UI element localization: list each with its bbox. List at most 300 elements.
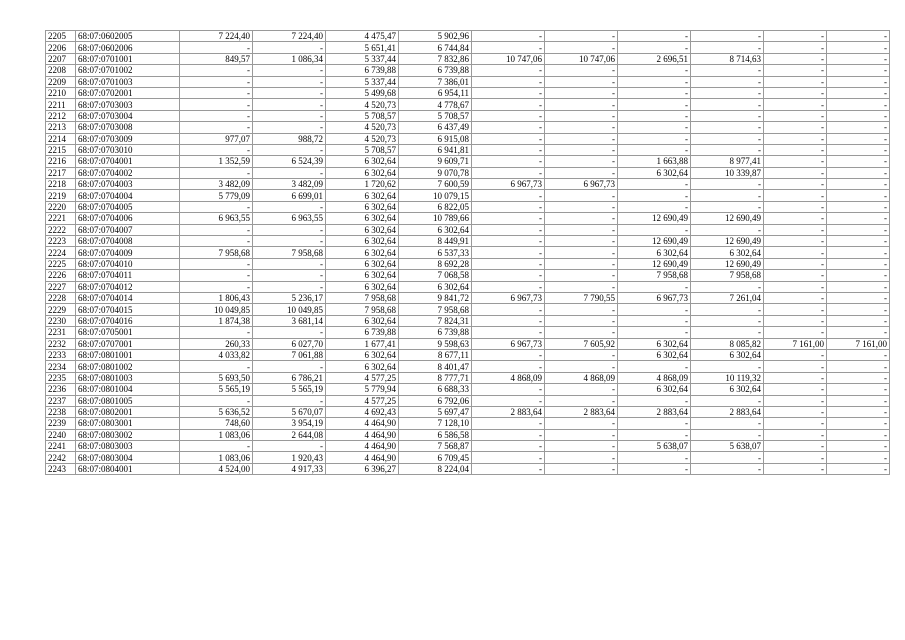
value-cell: - xyxy=(545,452,618,463)
value-cell: - xyxy=(545,463,618,474)
cadastral-number-cell: 68:07:0801003 xyxy=(76,372,180,383)
value-cell: 5 693,50 xyxy=(180,372,253,383)
value-cell: 7 224,40 xyxy=(180,31,253,42)
value-cell: - xyxy=(253,122,326,133)
value-cell: - xyxy=(618,122,691,133)
value-cell: 6 786,21 xyxy=(253,372,326,383)
value-cell: - xyxy=(545,42,618,53)
row-number-cell: 2215 xyxy=(46,144,76,155)
value-cell: 8 224,04 xyxy=(399,463,472,474)
value-cell: - xyxy=(764,349,827,360)
value-cell: - xyxy=(764,304,827,315)
value-cell: - xyxy=(827,361,890,372)
value-cell: - xyxy=(691,76,764,87)
value-cell: 2 696,51 xyxy=(618,53,691,64)
value-cell: - xyxy=(180,65,253,76)
value-cell: 7 605,92 xyxy=(545,338,618,349)
table-row xyxy=(46,292,890,303)
value-cell: 7 958,68 xyxy=(180,247,253,258)
value-cell: - xyxy=(472,190,545,201)
value-cell: 6 915,08 xyxy=(399,133,472,144)
value-cell: - xyxy=(764,463,827,474)
cadastral-number-cell: 68:07:0705001 xyxy=(76,327,180,338)
value-cell: - xyxy=(545,144,618,155)
value-cell: - xyxy=(691,122,764,133)
value-cell: - xyxy=(545,236,618,247)
value-cell: - xyxy=(180,281,253,292)
value-cell: 6 302,64 xyxy=(618,247,691,258)
value-cell: 10 747,06 xyxy=(472,53,545,64)
value-cell: - xyxy=(253,201,326,212)
value-cell: 7 386,01 xyxy=(399,76,472,87)
value-cell: 988,72 xyxy=(253,133,326,144)
value-cell: - xyxy=(545,349,618,360)
cadastral-number-cell: 68:07:0704008 xyxy=(76,236,180,247)
table-row xyxy=(46,110,890,121)
table-row xyxy=(46,452,890,463)
cadastral-number-cell: 68:07:0703010 xyxy=(76,144,180,155)
value-cell: 5 337,44 xyxy=(326,76,399,87)
table-row xyxy=(46,42,890,53)
value-cell: - xyxy=(764,406,827,417)
row-number-cell: 2226 xyxy=(46,270,76,281)
value-cell: - xyxy=(618,179,691,190)
value-cell: - xyxy=(180,224,253,235)
value-cell: - xyxy=(764,31,827,42)
value-cell: - xyxy=(691,190,764,201)
value-cell: - xyxy=(180,87,253,98)
value-cell: - xyxy=(691,463,764,474)
value-cell: - xyxy=(827,87,890,98)
value-cell: 6 967,73 xyxy=(472,338,545,349)
row-number-cell: 2205 xyxy=(46,31,76,42)
value-cell: 6 302,64 xyxy=(326,167,399,178)
value-cell: 6 967,73 xyxy=(472,179,545,190)
value-cell: 1 874,38 xyxy=(180,315,253,326)
value-cell: 5 708,57 xyxy=(326,110,399,121)
table-row xyxy=(46,372,890,383)
value-cell: 3 681,14 xyxy=(253,315,326,326)
cadastral-number-cell: 68:07:0801005 xyxy=(76,395,180,406)
value-cell: 6 967,73 xyxy=(618,292,691,303)
value-cell: 4 520,73 xyxy=(326,133,399,144)
table-row xyxy=(46,338,890,349)
cadastral-number-cell: 68:07:0704011 xyxy=(76,270,180,281)
value-cell: 4 464,90 xyxy=(326,418,399,429)
value-cell: - xyxy=(827,292,890,303)
value-cell: 6 302,64 xyxy=(691,384,764,395)
value-cell: - xyxy=(180,167,253,178)
value-cell: - xyxy=(545,361,618,372)
value-cell: - xyxy=(253,236,326,247)
value-cell: - xyxy=(827,247,890,258)
value-cell: 8 777,71 xyxy=(399,372,472,383)
value-cell: - xyxy=(472,213,545,224)
table-row xyxy=(46,65,890,76)
value-cell: - xyxy=(827,441,890,452)
value-cell: - xyxy=(764,361,827,372)
value-cell: - xyxy=(618,99,691,110)
table-row xyxy=(46,429,890,440)
value-cell: - xyxy=(545,65,618,76)
table-row xyxy=(46,224,890,235)
value-cell: - xyxy=(764,292,827,303)
value-cell: - xyxy=(545,201,618,212)
value-cell: 7 824,31 xyxy=(399,315,472,326)
value-cell: - xyxy=(253,87,326,98)
value-cell: - xyxy=(827,372,890,383)
table-row xyxy=(46,441,890,452)
value-cell: - xyxy=(253,281,326,292)
value-cell: 6 302,64 xyxy=(326,213,399,224)
value-cell: 5 697,47 xyxy=(399,406,472,417)
value-cell: - xyxy=(545,76,618,87)
value-cell: 1 677,41 xyxy=(326,338,399,349)
cadastral-number-cell: 68:07:0804001 xyxy=(76,463,180,474)
value-cell: - xyxy=(472,349,545,360)
value-cell: - xyxy=(827,122,890,133)
value-cell: - xyxy=(827,110,890,121)
value-cell: - xyxy=(764,110,827,121)
value-cell: 5 236,17 xyxy=(253,292,326,303)
value-cell: 4 520,73 xyxy=(326,122,399,133)
value-cell: 6 302,64 xyxy=(399,281,472,292)
cadastral-number-cell: 68:07:0802001 xyxy=(76,406,180,417)
value-cell: - xyxy=(180,327,253,338)
value-cell: 6 302,64 xyxy=(691,349,764,360)
value-cell: - xyxy=(545,304,618,315)
value-cell: - xyxy=(618,201,691,212)
value-cell: - xyxy=(180,42,253,53)
value-cell: - xyxy=(618,31,691,42)
cadastral-number-cell: 68:07:0803004 xyxy=(76,452,180,463)
cadastral-number-cell: 68:07:0704004 xyxy=(76,190,180,201)
value-cell: - xyxy=(180,201,253,212)
value-cell: - xyxy=(691,395,764,406)
cadastral-number-cell: 68:07:0701003 xyxy=(76,76,180,87)
value-cell: 7 958,68 xyxy=(326,304,399,315)
value-cell: 7 832,86 xyxy=(399,53,472,64)
value-cell: - xyxy=(618,133,691,144)
table-row xyxy=(46,247,890,258)
value-cell: 5 565,19 xyxy=(180,384,253,395)
value-cell: 4 778,67 xyxy=(399,99,472,110)
value-cell: 8 449,91 xyxy=(399,236,472,247)
value-cell: - xyxy=(618,304,691,315)
value-cell: 5 902,96 xyxy=(399,31,472,42)
value-cell: - xyxy=(618,281,691,292)
value-cell: 10 049,85 xyxy=(253,304,326,315)
value-cell: - xyxy=(827,452,890,463)
row-number-cell: 2209 xyxy=(46,76,76,87)
value-cell: 6 302,64 xyxy=(399,224,472,235)
value-cell: - xyxy=(253,395,326,406)
value-cell: 6 302,64 xyxy=(326,349,399,360)
row-number-cell: 2229 xyxy=(46,304,76,315)
value-cell: - xyxy=(827,224,890,235)
row-number-cell: 2220 xyxy=(46,201,76,212)
value-cell: - xyxy=(472,224,545,235)
value-cell: - xyxy=(618,418,691,429)
value-cell: - xyxy=(691,42,764,53)
cadastral-value-table xyxy=(45,30,890,475)
value-cell: 4 868,09 xyxy=(545,372,618,383)
value-cell: 4 464,90 xyxy=(326,429,399,440)
value-cell: - xyxy=(827,76,890,87)
value-cell: - xyxy=(618,190,691,201)
value-cell: - xyxy=(827,213,890,224)
cadastral-number-cell: 68:07:0703008 xyxy=(76,122,180,133)
value-cell: 8 401,47 xyxy=(399,361,472,372)
value-cell: 4 917,33 xyxy=(253,463,326,474)
value-cell: 5 708,57 xyxy=(326,144,399,155)
value-cell: 8 692,28 xyxy=(399,258,472,269)
value-cell: - xyxy=(472,304,545,315)
value-cell: - xyxy=(764,122,827,133)
value-cell: - xyxy=(545,224,618,235)
value-cell: - xyxy=(618,429,691,440)
value-cell: - xyxy=(764,213,827,224)
value-cell: 6 954,11 xyxy=(399,87,472,98)
value-cell: - xyxy=(618,463,691,474)
value-cell: - xyxy=(545,87,618,98)
value-cell: - xyxy=(472,281,545,292)
row-number-cell: 2228 xyxy=(46,292,76,303)
value-cell: - xyxy=(691,110,764,121)
value-cell: - xyxy=(545,133,618,144)
row-number-cell: 2218 xyxy=(46,179,76,190)
value-cell: - xyxy=(691,418,764,429)
cadastral-number-cell: 68:07:0703009 xyxy=(76,133,180,144)
row-number-cell: 2208 xyxy=(46,65,76,76)
value-cell: 6 822,05 xyxy=(399,201,472,212)
value-cell: 2 883,64 xyxy=(618,406,691,417)
value-cell: - xyxy=(618,452,691,463)
value-cell: 8 977,41 xyxy=(691,156,764,167)
value-cell: 1 663,88 xyxy=(618,156,691,167)
value-cell: 5 670,07 xyxy=(253,406,326,417)
value-cell: - xyxy=(253,110,326,121)
value-cell: 4 464,90 xyxy=(326,452,399,463)
value-cell: 6 302,64 xyxy=(618,167,691,178)
value-cell: 1 720,62 xyxy=(326,179,399,190)
table-row xyxy=(46,190,890,201)
value-cell: - xyxy=(764,42,827,53)
cadastral-number-cell: 68:07:0803002 xyxy=(76,429,180,440)
value-cell: - xyxy=(545,327,618,338)
value-cell: - xyxy=(180,76,253,87)
value-cell: - xyxy=(764,247,827,258)
value-cell: - xyxy=(253,144,326,155)
value-cell: 12 690,49 xyxy=(691,258,764,269)
value-cell: - xyxy=(691,87,764,98)
value-cell: 6 739,88 xyxy=(399,65,472,76)
value-cell: - xyxy=(180,236,253,247)
cadastral-number-cell: 68:07:0701001 xyxy=(76,53,180,64)
value-cell: - xyxy=(764,372,827,383)
table-body xyxy=(46,31,890,475)
value-cell: 5 638,07 xyxy=(618,441,691,452)
value-cell: 6 302,64 xyxy=(326,258,399,269)
cadastral-number-cell: 68:07:0801002 xyxy=(76,361,180,372)
cadastral-number-cell: 68:07:0704009 xyxy=(76,247,180,258)
value-cell: - xyxy=(545,384,618,395)
row-number-cell: 2211 xyxy=(46,99,76,110)
row-number-cell: 2223 xyxy=(46,236,76,247)
value-cell: - xyxy=(472,395,545,406)
value-cell: - xyxy=(764,167,827,178)
value-cell: - xyxy=(691,281,764,292)
value-cell: - xyxy=(472,167,545,178)
value-cell: - xyxy=(472,429,545,440)
row-number-cell: 2242 xyxy=(46,452,76,463)
value-cell: 7 061,88 xyxy=(253,349,326,360)
value-cell: 7 958,68 xyxy=(253,247,326,258)
value-cell: - xyxy=(472,441,545,452)
value-cell: - xyxy=(827,144,890,155)
value-cell: - xyxy=(827,258,890,269)
value-cell: - xyxy=(827,179,890,190)
value-cell: - xyxy=(827,201,890,212)
table-row xyxy=(46,144,890,155)
table-row xyxy=(46,463,890,474)
table-row xyxy=(46,99,890,110)
value-cell: - xyxy=(253,327,326,338)
value-cell: 6 302,64 xyxy=(326,236,399,247)
value-cell: - xyxy=(253,167,326,178)
value-cell: - xyxy=(472,247,545,258)
row-number-cell: 2224 xyxy=(46,247,76,258)
row-number-cell: 2217 xyxy=(46,167,76,178)
value-cell: 7 568,87 xyxy=(399,441,472,452)
value-cell: 7 261,04 xyxy=(691,292,764,303)
value-cell: 4 577,25 xyxy=(326,395,399,406)
value-cell: 10 079,15 xyxy=(399,190,472,201)
value-cell: - xyxy=(253,270,326,281)
row-number-cell: 2231 xyxy=(46,327,76,338)
cadastral-number-cell: 68:07:0704006 xyxy=(76,213,180,224)
table-row xyxy=(46,315,890,326)
value-cell: - xyxy=(253,65,326,76)
value-cell: - xyxy=(827,190,890,201)
value-cell: 7 958,68 xyxy=(399,304,472,315)
value-cell: - xyxy=(545,31,618,42)
value-cell: 4 033,82 xyxy=(180,349,253,360)
value-cell: - xyxy=(618,65,691,76)
table-row xyxy=(46,53,890,64)
value-cell: 5 779,94 xyxy=(326,384,399,395)
value-cell: 6 396,27 xyxy=(326,463,399,474)
value-cell: 6 739,88 xyxy=(326,327,399,338)
value-cell: - xyxy=(618,144,691,155)
value-cell: - xyxy=(545,441,618,452)
value-cell: - xyxy=(691,31,764,42)
value-cell: - xyxy=(764,441,827,452)
value-cell: - xyxy=(472,418,545,429)
value-cell: 6 302,64 xyxy=(326,247,399,258)
table-row xyxy=(46,213,890,224)
table-row xyxy=(46,258,890,269)
value-cell: 3 482,09 xyxy=(253,179,326,190)
cadastral-number-cell: 68:07:0704016 xyxy=(76,315,180,326)
value-cell: - xyxy=(691,429,764,440)
value-cell: 8 677,11 xyxy=(399,349,472,360)
value-cell: 5 638,07 xyxy=(691,441,764,452)
cadastral-number-cell: 68:07:0704002 xyxy=(76,167,180,178)
value-cell: 5 565,19 xyxy=(253,384,326,395)
value-cell: - xyxy=(827,463,890,474)
value-cell: 7 958,68 xyxy=(326,292,399,303)
value-cell: 6 941,81 xyxy=(399,144,472,155)
value-cell: 3 482,09 xyxy=(180,179,253,190)
cadastral-number-cell: 68:07:0801001 xyxy=(76,349,180,360)
table-row xyxy=(46,236,890,247)
value-cell: - xyxy=(764,53,827,64)
value-cell: 6 302,64 xyxy=(326,156,399,167)
value-cell: 2 883,64 xyxy=(545,406,618,417)
cadastral-number-cell: 68:07:0703004 xyxy=(76,110,180,121)
value-cell: - xyxy=(618,395,691,406)
value-cell: - xyxy=(691,304,764,315)
value-cell: 12 690,49 xyxy=(691,236,764,247)
value-cell: - xyxy=(472,201,545,212)
value-cell: - xyxy=(472,133,545,144)
value-cell: 1 086,34 xyxy=(253,53,326,64)
value-cell: - xyxy=(764,76,827,87)
value-cell: 9 598,63 xyxy=(399,338,472,349)
value-cell: - xyxy=(472,315,545,326)
value-cell: 7 161,00 xyxy=(764,338,827,349)
value-cell: - xyxy=(764,270,827,281)
value-cell: - xyxy=(545,270,618,281)
value-cell: 260,33 xyxy=(180,338,253,349)
value-cell: 1 083,06 xyxy=(180,452,253,463)
value-cell: - xyxy=(618,327,691,338)
value-cell: - xyxy=(472,31,545,42)
value-cell: 9 841,72 xyxy=(399,292,472,303)
value-cell: - xyxy=(545,395,618,406)
value-cell: 6 744,84 xyxy=(399,42,472,53)
table-row xyxy=(46,361,890,372)
value-cell: - xyxy=(691,65,764,76)
value-cell: - xyxy=(545,247,618,258)
row-number-cell: 2232 xyxy=(46,338,76,349)
value-cell: 1 083,06 xyxy=(180,429,253,440)
value-cell: - xyxy=(180,144,253,155)
row-number-cell: 2213 xyxy=(46,122,76,133)
value-cell: 6 302,64 xyxy=(326,315,399,326)
value-cell: - xyxy=(764,99,827,110)
value-cell: - xyxy=(764,224,827,235)
value-cell: - xyxy=(180,110,253,121)
value-cell: 8 085,82 xyxy=(691,338,764,349)
value-cell: - xyxy=(545,190,618,201)
value-cell: 2 883,64 xyxy=(691,406,764,417)
table-row xyxy=(46,304,890,315)
value-cell: 10 789,66 xyxy=(399,213,472,224)
value-cell: 6 524,39 xyxy=(253,156,326,167)
row-number-cell: 2233 xyxy=(46,349,76,360)
cadastral-number-cell: 68:07:0704005 xyxy=(76,201,180,212)
value-cell: - xyxy=(618,361,691,372)
value-cell: - xyxy=(827,99,890,110)
value-cell: - xyxy=(764,144,827,155)
row-number-cell: 2230 xyxy=(46,315,76,326)
row-number-cell: 2221 xyxy=(46,213,76,224)
value-cell: 10 119,32 xyxy=(691,372,764,383)
value-cell: 6 302,64 xyxy=(326,224,399,235)
cadastral-number-cell: 68:07:0803001 xyxy=(76,418,180,429)
